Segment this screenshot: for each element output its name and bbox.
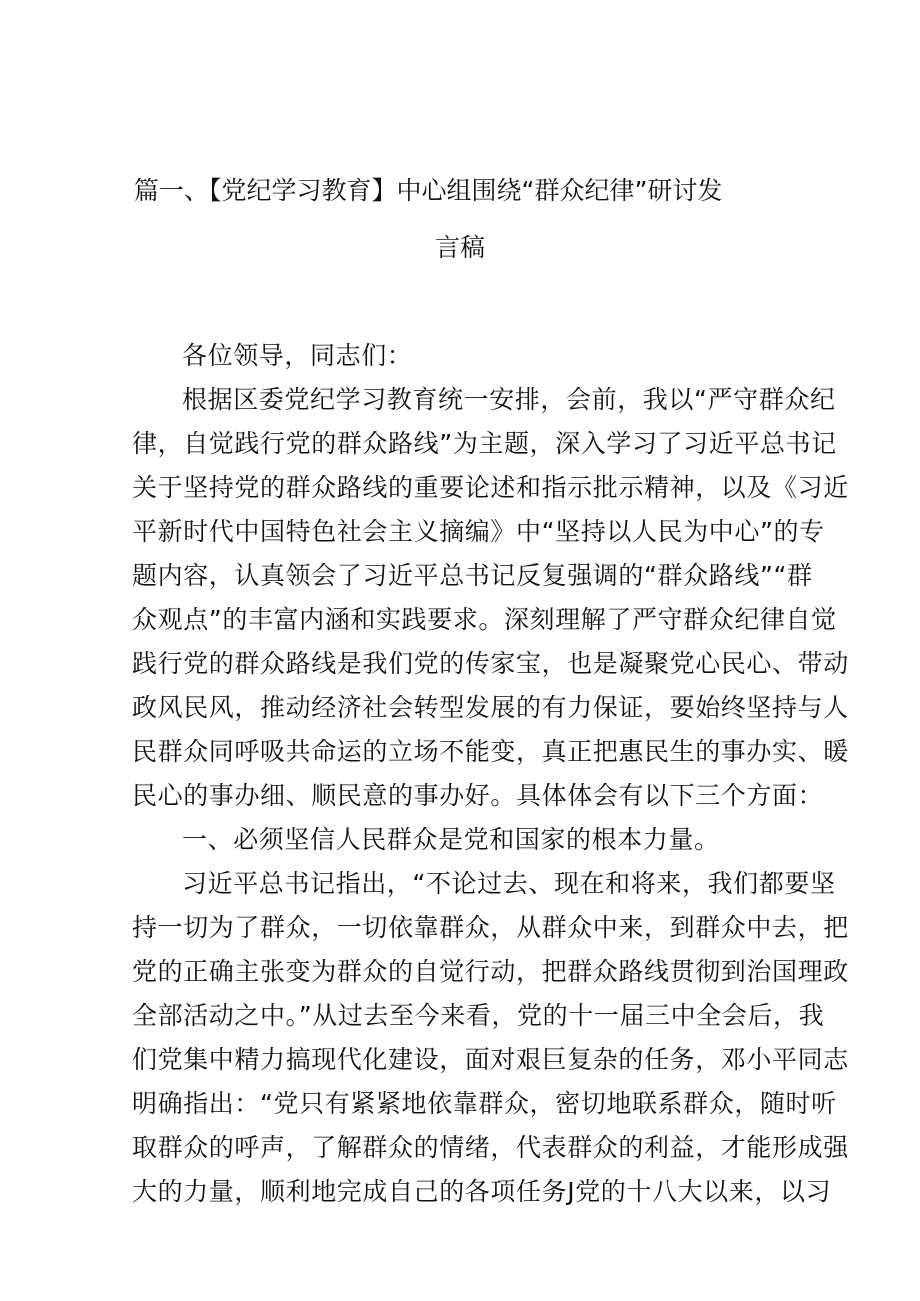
body-line: 党的正确主张变为群众的自觉行动，把群众路线贯彻到治国理政 (132, 957, 849, 986)
body-line: 关于坚持党的群众路线的重要论述和指示批示精神，以及《习近 (132, 473, 849, 502)
body-line: 取群众的呼声，了解群众的情绪，代表群众的利益，才能形成强 (132, 1133, 849, 1162)
body-line: 题内容，认真领会了习近平总书记反复强调的“群众路线”“群 (132, 561, 813, 590)
body-line: 大的力量，顺利地完成自己的各项任务J党的十八大以来，以习 (132, 1177, 832, 1206)
body-line: 民群众同呼吸共命运的立场不能变，真正把惠民生的事办实、暖 (132, 737, 849, 766)
section-heading: 一、必须坚信人民群众是党和国家的根本力量。 (182, 825, 720, 854)
body-line: 平新时代中国特色社会主义摘编》中“坚持以人民为中心”的专 (132, 517, 825, 546)
body-line: 们党集中精力搞现代化建设，面对艰巨复杂的任务，邓小平同志 (132, 1045, 849, 1074)
body-line: 律，自觉践行党的群众路线”为主题，深入学习了习近平总书记 (132, 429, 837, 458)
body-line: 民心的事办细、顺民意的事办好。具体体会有以下三个方面： (132, 781, 824, 810)
body-line: 各位领导，同志们： (182, 341, 413, 370)
body-line: 践行党的群众路线是我们党的传家宝，也是凝聚党心民心、带动 (132, 649, 849, 678)
document-title-line-1: 篇一、【党纪学习教育】中心组围绕“群众纪律”研讨发 (134, 176, 723, 205)
body-line: 根据区委党纪学习教育统一安排，会前，我以“严守群众纪 (182, 385, 836, 414)
body-line: 持一切为了群众，一切依靠群众，从群众中来，到群众中去，把 (132, 913, 849, 942)
body-line: 众观点”的丰富内涵和实践要求。深刻理解了严守群众纪律自觉 (132, 605, 837, 634)
document-body (132, 334, 849, 1214)
body-line: 全部活动之中。”从过去至今来看，党的十一届三中全会后，我 (132, 1001, 825, 1030)
body-line: 明确指出：“党只有紧紧地依靠群众，密切地联系群众，随时听 (132, 1089, 837, 1118)
body-line: 习近平总书记指出，“不论过去、现在和将来，我们都要坚 (182, 869, 836, 898)
document-title-line-2: 言稿 (434, 233, 485, 262)
body-line: 政风民风，推动经济社会转型发展的有力保证，要始终坚持与人 (132, 693, 849, 722)
